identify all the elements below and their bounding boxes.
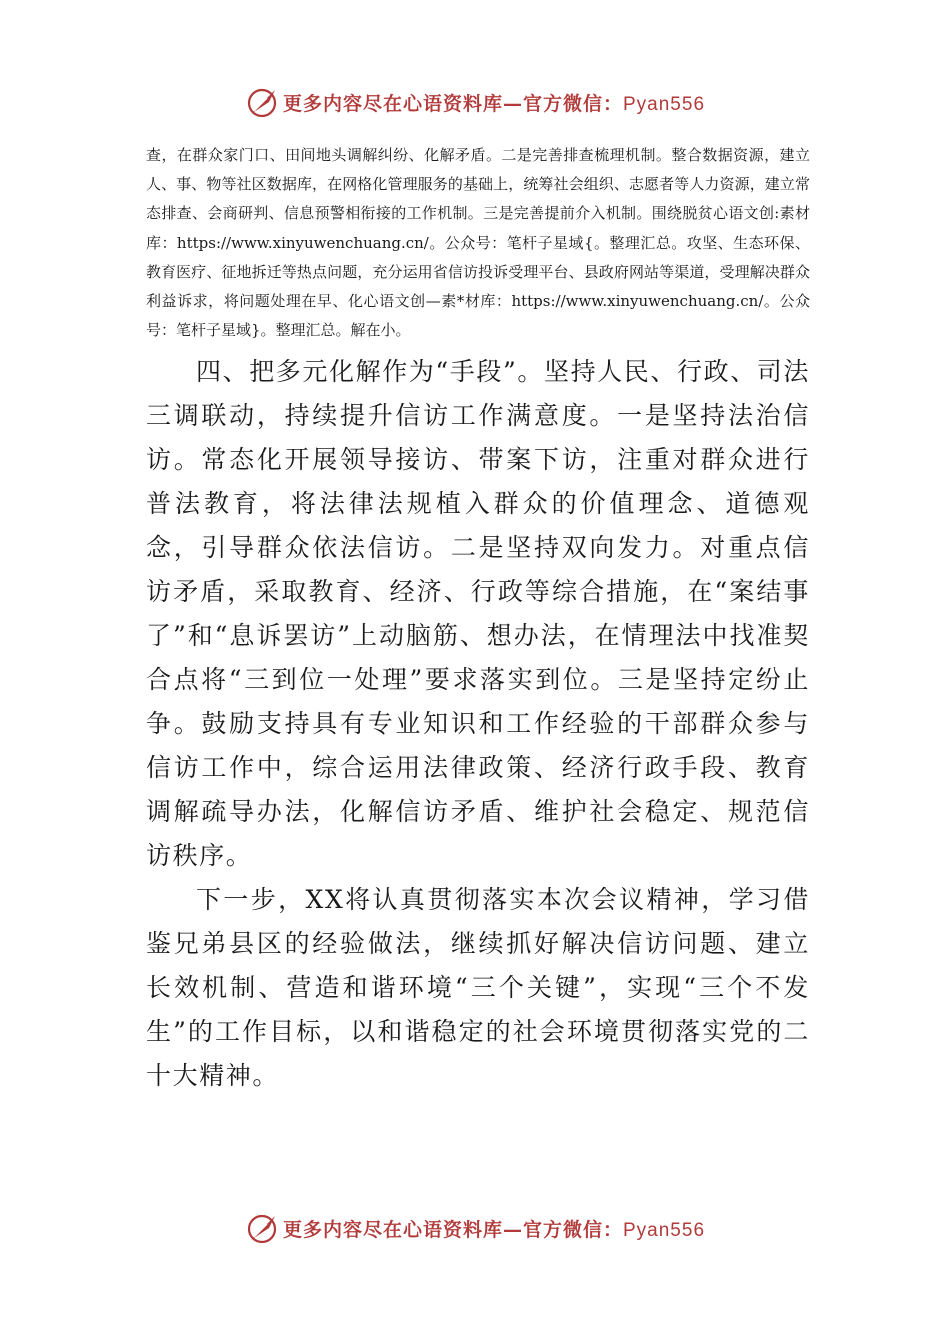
main-text-block bbox=[146, 350, 810, 1098]
continued-paragraph: 查，在群众家门口、田间地头调解纠纷、化解矛盾。二是完善排查梳理机制。整合数据资源，建立人、事、物等社区数据库，在网格化管理服务的基础上，统筹社会组织、志愿者等人力资源，建立常态排查、会商研判、信息预警相衔接的工作机制。三是完善提前介入机制。围绕脱贫心语文创:素材库：https://www.xinyuwenchuang.cn/。公众号：笔杆子星域{。整理汇总。攻坚、生态环保、教育医疗、征地拆迁等热点问题，充分运用省信访投诉受理平台、县政府网站等渠道，受理解决群众利益诉求，将问题处理在早、化心语文创—素*材库：https://www.xinyuwenchuang.cn/。公众号：笔杆子星域}。整理汇总。解在小。 bbox=[146, 146, 810, 340]
quill-logo-icon bbox=[245, 84, 281, 120]
paragraph-next-step: 下一步，XX将认真贯彻落实本次会议精神，学习借鉴兄弟县区的经验做法，继续抓好解决信访问题、建立长效机制、营造和谐环境“三个关键”，实现“三个不发生”的工作目标，以和谐稳定的社会环境贯彻落实党的二十大精神。 bbox=[146, 885, 810, 1090]
wechat-id: Pyan556 bbox=[623, 1219, 706, 1241]
continued-paragraph-block bbox=[146, 141, 810, 345]
paragraph-four: 四、把多元化解作为“手段”。坚持人民、行政、司法三调联动，持续提升信访工作满意度。一是坚持法治信访。常态化开展领导接访、带案下访，注重对群众进行普法教育，将法律法规植入群众的价值理念、道德观念，引导群众依法信访。二是坚持双向发力。对重点信访矛盾，采取教育、经济、行政等综合措施，在“案结事了”和“息诉罢访”上动脑筋、想办法，在情理法中找准契合点将“三到位一处理”要求落实到位。三是坚持定纷止争。鼓励支持具有专业知识和工作经验的干部群众参与信访工作中，综合运用法律政策、经济行政手段、教育调解疏导办法，化解信访矛盾、维护社会稳定、规范信访秩序。 bbox=[146, 357, 810, 870]
wechat-id: Pyan556 bbox=[623, 93, 706, 115]
banner-text: 更多内容尽在心语资料库—官方微信：Pyan556 bbox=[282, 92, 706, 115]
footer-banner bbox=[0, 1206, 950, 1250]
header-banner bbox=[0, 80, 950, 124]
banner-text: 更多内容尽在心语资料库—官方微信：Pyan556 bbox=[282, 1218, 706, 1241]
quill-logo-icon bbox=[245, 1210, 281, 1246]
